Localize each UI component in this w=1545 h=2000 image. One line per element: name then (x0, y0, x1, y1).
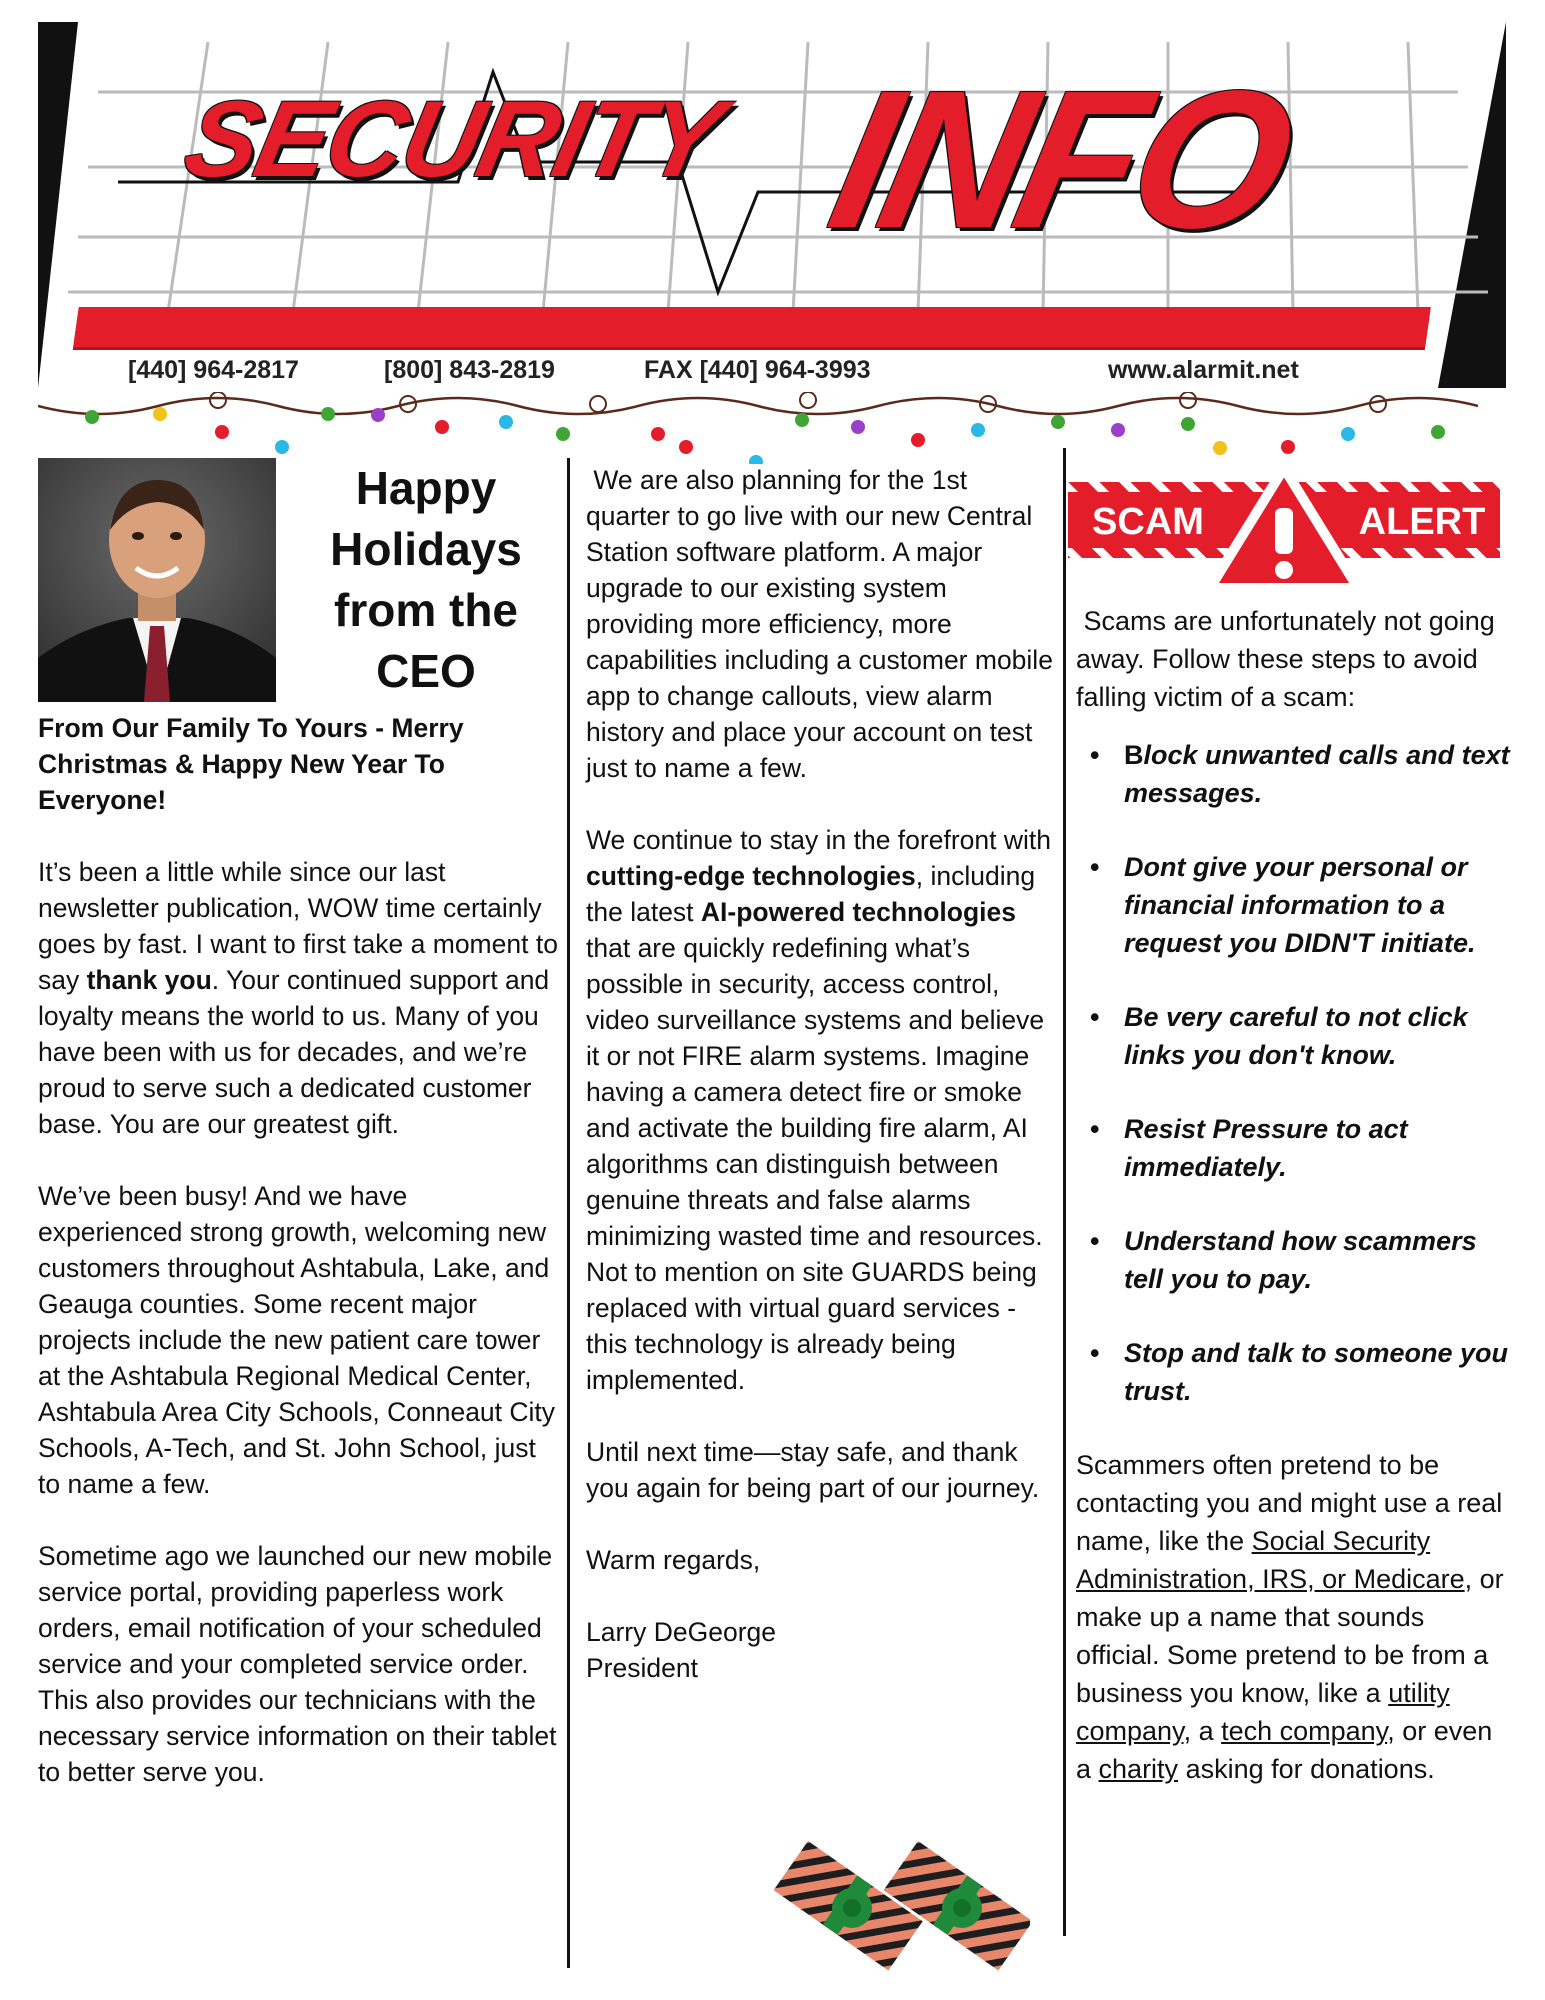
paragraph: We’ve been busy! And we have experienced strong growth, welcoming new customers throughout Ashtabula, Lake, and Geauga counties. Some recent major projects include the new patient care tower at the Ashtabula Regional Medical Center, Ashtabula Area City Schools, Conneaut City Schools, A-Tech, and St. John School, just to name a few. (38, 1181, 556, 1499)
ceo-letter-column-2 (586, 462, 1061, 1686)
scam-outro: Scammers often pretend to be contacting you and might use a real name, like the Social Security Administration, IRS, or Medicare, or make up a name that sounds official. Some pretend to be from a business you know, like a utility company, a tech company, or even a charity asking for donations. (1076, 1450, 1504, 1784)
paragraph: Sometime ago we launched our new mobile service portal, providing paperless work orders, email notification of your scheduled service and your completed service order. This also provides our technicians with the necessary service information on their tablet to better serve you. (38, 1541, 557, 1787)
alert-label: ALERT (1358, 501, 1486, 543)
scam-tip: • Stop and talk to someone you trust. (1090, 1338, 1509, 1406)
logo-info-word: INFO (814, 50, 1306, 269)
paragraph: It’s been a little while since our last newsletter publication, WOW time certainly goes by fast. I want to first take a moment to say thank you. Your continued support and loyalty means the world to us. Many of you have been with us for decades, and we’re proud to serve such a dedicated customer base. You are our greatest gift. (38, 857, 558, 1139)
website-url: www.alarmit.net (1108, 356, 1299, 384)
scam-tips-column (1076, 602, 1514, 1788)
scam-tip: • Block unwanted calls and text messages. (1090, 740, 1510, 808)
ceo-portrait-photo (38, 458, 276, 702)
ceo-letter-column-1 (38, 710, 558, 1826)
scam-tip: • Dont give your personal or financial information to a request you DIDN'T initiate. (1090, 852, 1476, 958)
logo-security-word: SECURITY (175, 78, 732, 199)
holiday-lights-decoration (38, 392, 1506, 464)
phone-number-tollfree: [800] 843-2819 (384, 356, 555, 384)
paragraph: We continue to stay in the forefront with cutting-edge technologies, including the latest AI-powered technologies that are quickly redefining what’s possible in security, access control, video surveillance systems and believe it or not FIRE alarm systems. Imagine having a camera detect fire or smoke and activate the building fire alarm, AI algorithms can distinguish between genuine threats and false alarms minimizing wasted time and resources. Not to mention on site GUARDS being replaced with virtual guard services - this technology is already being implemented. (586, 825, 1051, 1395)
link-government-agencies[interactable]: Social Security Administration, IRS, or Medicare (1076, 1526, 1465, 1594)
column-divider (567, 458, 570, 1968)
paragraph: Until next time—stay safe, and thank you again for being part of our journey. (586, 1437, 1040, 1503)
scam-tips-list (1076, 736, 1514, 1410)
fax-number: FAX [440] 964-3993 (644, 356, 871, 384)
link-charity[interactable]: charity (1098, 1754, 1179, 1784)
scam-tip: • Resist Pressure to act immediately. (1090, 1114, 1408, 1182)
scam-alert-banner (1068, 462, 1500, 596)
scam-intro: Scams are unfortunately not going away. Follow these steps to avoid falling victim of a scam: (1076, 606, 1503, 712)
gift-boxes-decoration (770, 1820, 1030, 1990)
newsletter-header (38, 22, 1506, 388)
greeting-paragraph: From Our Family To Yours - Merry Christmas & Happy New Year To Everyone! (38, 713, 464, 815)
link-utility-company[interactable]: utility company (1076, 1678, 1450, 1746)
ceo-heading-line: Holidays (330, 523, 522, 575)
closing: Warm regards, (586, 1545, 761, 1575)
ceo-heading (296, 458, 556, 702)
column-divider (1063, 448, 1066, 1936)
signature-name: Larry DeGeorge (586, 1617, 777, 1647)
scam-tip: • Understand how scammers tell you to pay. (1090, 1226, 1477, 1294)
ceo-heading-line: Happy (355, 462, 497, 514)
link-tech-company[interactable]: tech company (1221, 1716, 1388, 1746)
phone-number-local: [440] 964-2817 (128, 356, 299, 384)
header-red-bar (73, 307, 1431, 347)
signature-title: President (586, 1653, 698, 1683)
ceo-heading-line: from the (334, 584, 518, 636)
scam-tip: • Be very careful to not click links you don't know. (1090, 1002, 1468, 1070)
paragraph: We are also planning for the 1st quarter to go live with our new Central Station software platform. A major upgrade to our existing system providing more efficiency, more capabilities including a customer mobile app to change callouts, view alarm history and place your account on test just to name a few. (586, 465, 1061, 783)
ceo-heading-line: CEO (376, 645, 476, 697)
scam-label: SCAM (1092, 501, 1204, 543)
